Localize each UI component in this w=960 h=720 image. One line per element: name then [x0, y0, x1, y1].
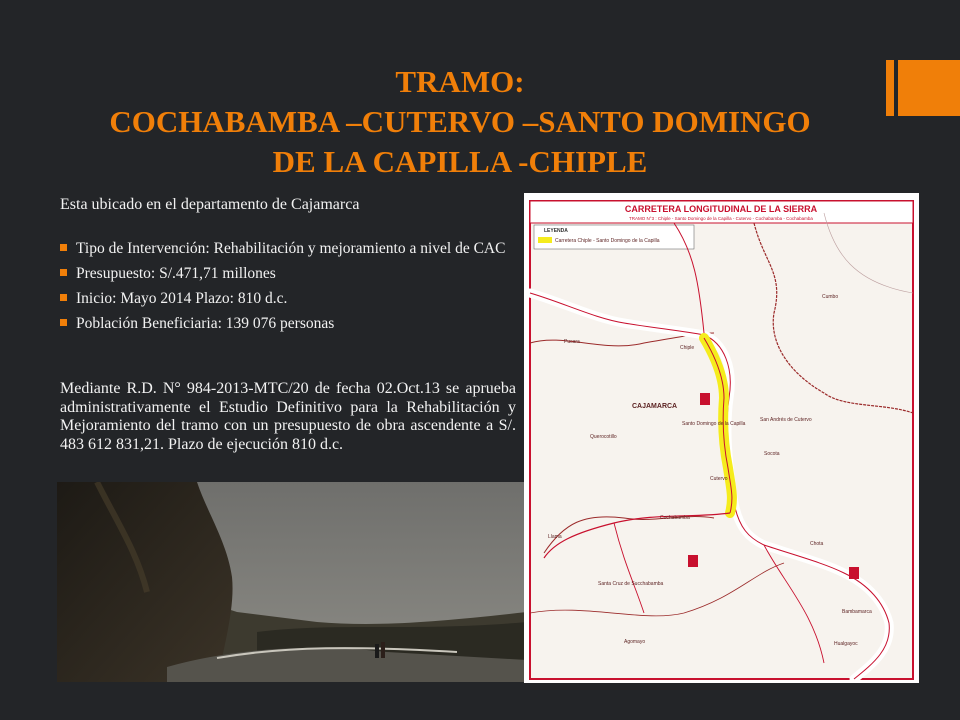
map-legend-title: LEYENDA [544, 228, 568, 234]
bullet-list [60, 240, 518, 340]
map-label-llama: Llama [548, 534, 562, 540]
bullet-item [60, 290, 518, 307]
bullet-marker-icon [60, 294, 67, 301]
title-line-2: COCHABAMBA –CUTERVO –SANTO DOMINGO [109, 104, 811, 139]
map-label-santo-domingo: Santo Domingo de la Capilla [682, 421, 746, 427]
map-label-bambamarca: Bambamarca [842, 609, 872, 615]
map-label-san-andres: San Andrés de Cutervo [760, 417, 812, 423]
bullet-item [60, 315, 518, 332]
route-map [524, 193, 919, 683]
bullet-text: Inicio: Mayo 2014 Plazo: 810 d.c. [76, 290, 288, 307]
map-label-hualgayoc: Hualgayoc [834, 641, 858, 647]
map-label-chiple: Chiple [680, 345, 695, 351]
map-header: CARRETERA LONGITUDINAL DE LA SIERRA [624, 204, 818, 214]
road-photo [57, 482, 527, 682]
road-photo-image [57, 482, 527, 682]
map-label-region: CAJAMARCA [632, 403, 678, 410]
map-label-socota: Socota [764, 451, 780, 457]
map-label-santa-cruz: Santa Cruz de Succhabamba [598, 581, 664, 587]
bullet-text: Población Beneficiaria: 139 076 personas [76, 315, 335, 332]
bullet-marker-icon [60, 319, 67, 326]
map-label-cochabamba: Cochabamba [660, 515, 690, 521]
resolution-paragraph: Mediante R.D. N° 984-2013-MTC/20 de fecha 02.Oct.13 se aprueba administrativamente el Estudio Definitivo para la Rehabilitación y Mejoramiento del tramo con un presupuesto de obra ascendente a S/. 483 612 831,21. Plazo de ejecución 810 d.c. [60, 380, 516, 453]
intro-text: Esta ubicado en el departamento de Cajamarca [60, 196, 360, 213]
map-label-cumbo: Cumbo [822, 294, 839, 300]
map-label-cutervo: Cutervo [710, 476, 728, 482]
map-label-chota: Chota [810, 541, 824, 547]
title-line-1: TRAMO: [395, 64, 525, 99]
title-line-3: DE LA CAPILLA -CHIPLE [272, 144, 648, 179]
route-map-image [524, 193, 919, 683]
bullet-text: Presupuesto: S/.471,71 millones [76, 265, 276, 282]
bullet-marker-icon [60, 244, 67, 251]
map-label-pucara: Pucara [564, 339, 580, 345]
accent-bar-thick [898, 60, 960, 116]
bullet-item [60, 265, 518, 282]
map-subheader: TRAMO N°3 : Chiple - Santo Domingo de la Capilla - Cutervo - Cochabamba - Cochabamba [629, 216, 813, 221]
accent-bar-thin [886, 60, 894, 116]
bullet-item [60, 240, 518, 257]
map-legend-item: Carretera Chiple - Santo Domingo de la Capilla [555, 238, 660, 244]
bullet-text: Tipo de Intervención: Rehabilitación y mejoramiento a nivel de CAC [76, 240, 506, 257]
map-label-querocotillo: Querocotillo [590, 434, 617, 440]
bullet-marker-icon [60, 269, 67, 276]
slide-title [100, 62, 820, 182]
map-label-agomayo: Agomayo [624, 639, 646, 645]
